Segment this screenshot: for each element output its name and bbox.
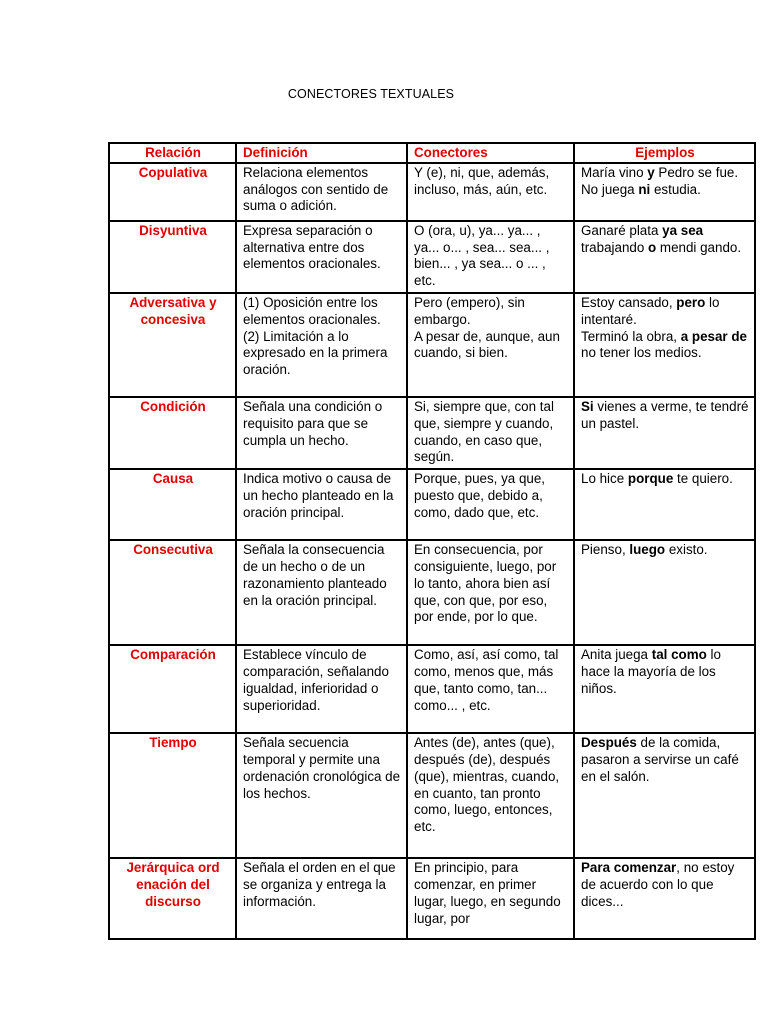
example-connector-highlight: y [647, 164, 655, 180]
relation-cell: Tiempo [109, 733, 236, 858]
relation-cell: Condición [109, 397, 236, 469]
example-text: lo hace la mayoría de los niños. [581, 647, 721, 696]
example-text: mendi gando. [656, 239, 742, 255]
example-text: vienes a verme, te tendré un pastel. [581, 398, 749, 431]
header-ejemplos: Ejemplos [574, 143, 755, 163]
definition-cell: Señala secuencia temporal y permite una ordenación cronológica de los hechos. [236, 733, 407, 858]
example-cell [574, 733, 755, 858]
table-row [109, 293, 755, 397]
table-row [109, 469, 755, 540]
example-cell [574, 645, 755, 733]
table-row [109, 645, 755, 733]
table-row [109, 221, 755, 293]
relation-cell: Jerárquica ord enación del discurso [109, 858, 236, 939]
definition-cell: Señala la consecuencia de un hecho o de un razonamiento planteado en la oración principal. [236, 540, 407, 645]
example-connector-highlight: Si [581, 398, 594, 414]
relation-cell: Disyuntiva [109, 221, 236, 293]
example-cell [574, 540, 755, 645]
definition-cell: Señala una condición o requisito para que se cumpla un hecho. [236, 397, 407, 469]
relation-cell: Copulativa [109, 163, 236, 221]
example-text: te quiero. [673, 471, 733, 487]
example-connector-highlight: pero [676, 294, 706, 310]
example-text: Pedro se fue. [654, 164, 739, 180]
definition-cell: Indica motivo o causa de un hecho planteado en la oración principal. [236, 469, 407, 540]
example-connector-highlight: ya sea [662, 222, 704, 238]
connectors-cell: O (ora, u), ya... ya... , ya... o... , sea... sea... , bien... , ya sea... o ... , etc. [407, 221, 574, 293]
example-text: lo intentaré. [581, 294, 720, 327]
example-connector-highlight: Para comenzar [581, 860, 677, 876]
connectors-cell: En consecuencia, por consiguiente, luego, por lo tanto, ahora bien así que, con que, por eso, por ende, por lo que. [407, 540, 574, 645]
table-row [109, 397, 755, 469]
header-relacion: Relación [109, 143, 236, 163]
example-connector-highlight: Después [581, 735, 637, 751]
relation-cell: Comparación [109, 645, 236, 733]
example-text: María vino [581, 164, 648, 180]
relation-cell: Adversativa y concesiva [109, 293, 236, 397]
example-text: de la comida, pasaron a servirse un café en el salón. [581, 735, 739, 784]
example-text: Lo hice [581, 471, 628, 487]
definition-cell: Expresa separación o alternativa entre dos elementos oracionales. [236, 221, 407, 293]
example-text: Estoy cansado, [581, 294, 677, 310]
example-cell [574, 221, 755, 293]
table-header-row [109, 143, 755, 163]
connectors-table [108, 142, 756, 940]
connectors-cell: Pero (empero), sin embargo. A pesar de, aunque, aun cuando, si bien. [407, 293, 574, 397]
example-connector-highlight: ni [638, 181, 651, 197]
example-text: existo. [665, 542, 708, 558]
example-text: Ganaré plata [581, 222, 663, 238]
example-text: No juega [581, 181, 639, 197]
table-row [109, 858, 755, 939]
example-text: no tener los medios. [581, 345, 702, 361]
example-cell [574, 469, 755, 540]
example-text: , no estoy de acuerdo con lo que dices... [581, 860, 735, 909]
definition-cell: Relaciona elementos análogos con sentido de suma o adición. [236, 163, 407, 221]
connectors-cell: En principio, para comenzar, en primer lugar, luego, en segundo lugar, por [407, 858, 574, 939]
example-text: Terminó la obra, [581, 328, 681, 344]
relation-cell: Causa [109, 469, 236, 540]
connectors-cell: Como, así, así como, tal como, menos que, más que, tanto como, tan... como... , etc. [407, 645, 574, 733]
example-cell [574, 293, 755, 397]
table-row [109, 733, 755, 858]
example-connector-highlight: a pesar de [680, 328, 747, 344]
definition-cell: Señala el orden en el que se organiza y entrega la información. [236, 858, 407, 939]
example-text: trabajando [581, 239, 649, 255]
example-cell [574, 858, 755, 939]
relation-cell: Consecutiva [109, 540, 236, 645]
table-body [109, 163, 755, 939]
header-conectores: Conectores [407, 143, 574, 163]
connectors-cell: Antes (de), antes (que), después (de), después (que), mientras, cuando, en cuanto, tan pronto como, luego, entonces, etc. [407, 733, 574, 858]
connectors-cell: Y (e), ni, que, además, incluso, más, aún, etc. [407, 163, 574, 221]
document-title: CONECTORES TEXTUALES [287, 87, 455, 101]
example-connector-highlight: tal como [651, 647, 707, 663]
example-text: Anita juega [581, 647, 652, 663]
table-row [109, 540, 755, 645]
example-connector-highlight: o [648, 239, 657, 255]
header-definicion: Definición [236, 143, 407, 163]
example-cell [574, 397, 755, 469]
example-connector-highlight: porque [627, 471, 674, 487]
definition-cell: (1) Oposición entre los elementos oracionales. (2) Limitación a lo expresado en la primera oración. [236, 293, 407, 397]
connectors-cell: Porque, pues, ya que, puesto que, debido a, como, dado que, etc. [407, 469, 574, 540]
table-row [109, 163, 755, 221]
example-cell [574, 163, 755, 221]
definition-cell: Establece vínculo de comparación, señalando igualdad, inferioridad o superioridad. [236, 645, 407, 733]
example-text: Pienso, [581, 542, 630, 558]
example-text: estudia. [650, 181, 701, 197]
example-connector-highlight: luego [629, 542, 666, 558]
connectors-cell: Si, siempre que, con tal que, siempre y cuando, cuando, en caso que, según. [407, 397, 574, 469]
